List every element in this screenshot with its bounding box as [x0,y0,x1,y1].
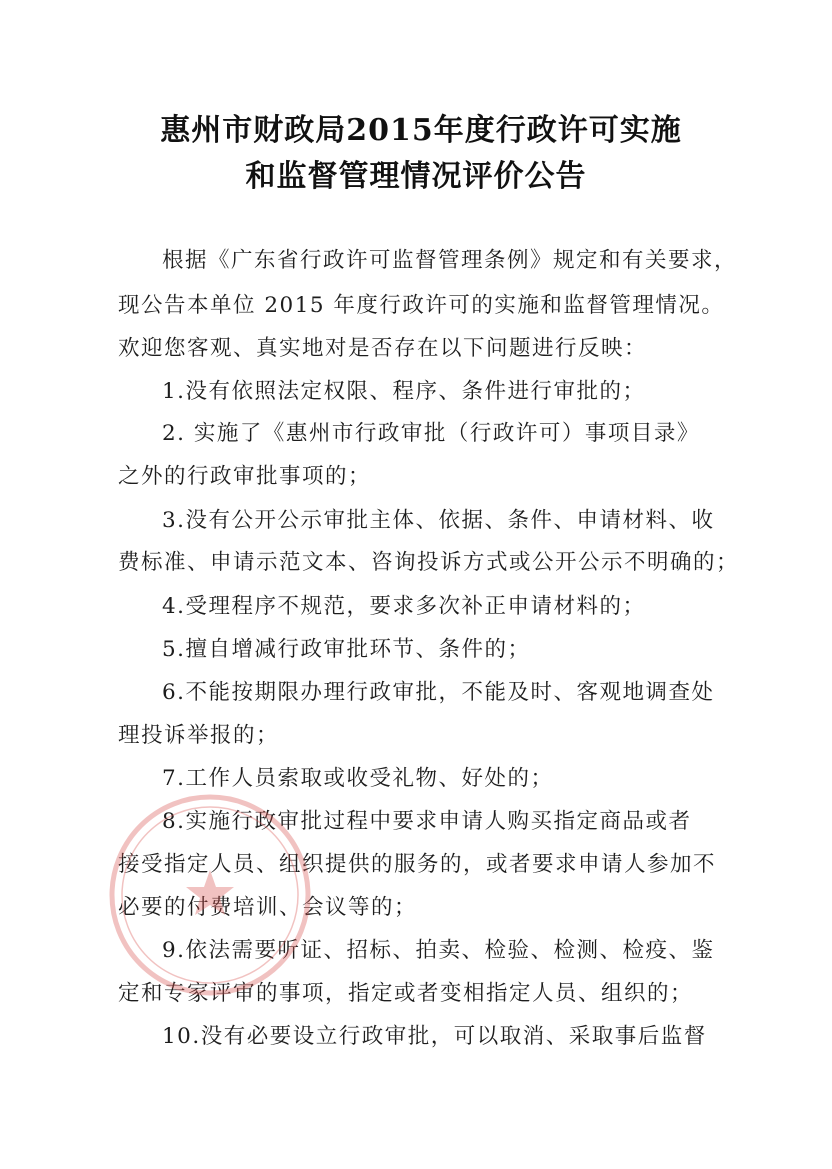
list-item: 7.工作人员索取或收受礼物、好处的； [162,766,554,791]
paragraph-line: 欢迎您客观、真实地对是否存在以下问题进行反映： [118,336,648,361]
list-item: 4.受理程序不规范，要求多次补正申请材料的； [162,594,646,619]
list-item-continuation: 定和专家评审的事项，指定或者变相指定人员、组织的； [118,981,694,1006]
paragraph-line: 现公告本单位 2015 年度行政许可的实施和监督管理情况。 [118,293,725,318]
list-item: 6.不能按期限办理行政审批，不能及时、客观地调查处 [162,680,715,705]
title-line-2: 和监督管理情况评价公告 [245,159,587,194]
list-item: 10.没有必要设立行政审批，可以取消、采取事后监督 [162,1024,707,1049]
list-item: 9.依法需要听证、招标、拍卖、检验、检测、检疫、鉴 [162,938,715,963]
paragraph-line: 根据《广东省行政许可监督管理条例》规定和有关要求， [162,248,738,273]
list-item-continuation: 费标准、申请示范文本、咨询投诉方式或公开公示不明确的； [118,550,740,575]
list-item: 2. 实施了《惠州市行政审批（行政许可）事项目录》 [162,421,700,446]
list-item: 8.实施行政审批过程中要求申请人购买指定商品或者 [162,809,692,834]
official-seal-stamp [105,790,315,1000]
list-item-continuation: 接受指定人员、组织提供的服务的，或者要求申请人参加不 [118,852,717,877]
list-item: 1.没有依照法定权限、程序、条件进行审批的； [162,379,646,404]
list-item-continuation: 理投诉举报的； [118,723,280,748]
list-item-continuation: 之外的行政审批事项的； [118,464,372,489]
title-line-1: 惠州市财政局2015年度行政许可实施 [160,113,682,148]
list-item-continuation: 必要的付费培训、会议等的； [118,895,418,920]
list-item: 5.擅自增减行政审批环节、条件的； [162,637,531,662]
list-item: 3.没有公开公示审批主体、依据、条件、申请材料、收 [162,508,715,533]
